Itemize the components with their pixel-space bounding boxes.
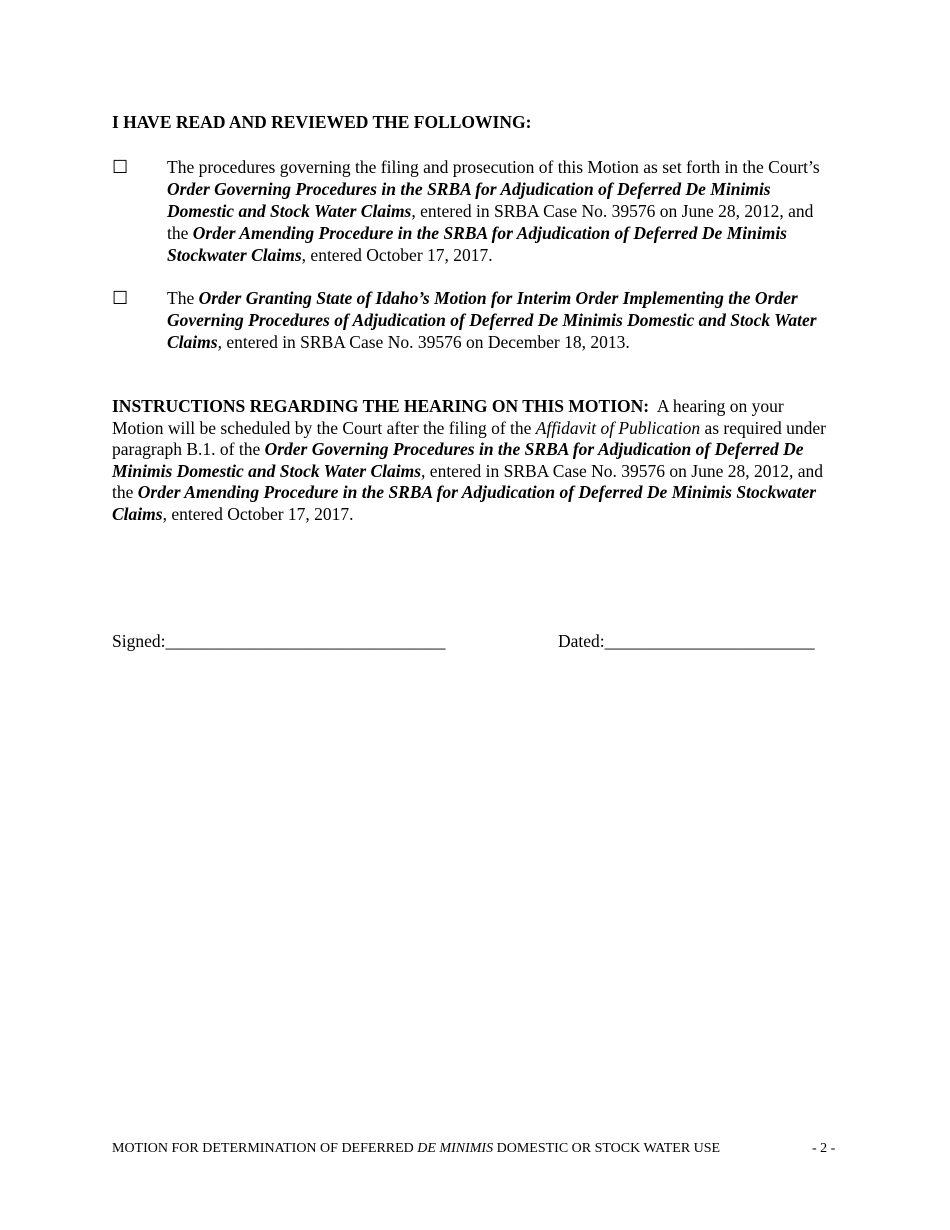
section-heading: I HAVE READ AND REVIEWED THE FOLLOWING: xyxy=(112,112,532,132)
review-item-procedures xyxy=(112,156,832,266)
order-title: Order Amending Procedure in the SRBA for Adjudication of Deferred De Minimis Stockwater Claims xyxy=(167,223,787,265)
page-number: - 2 - xyxy=(812,1141,836,1156)
order-title: Order Governing Procedures in the SRBA for Adjudication of Deferred De Minimis Domestic and Stock Water Claims xyxy=(112,439,804,481)
date-field[interactable] xyxy=(558,631,815,652)
signed-line[interactable]: ________________________________ xyxy=(165,631,446,651)
hearing-instructions: INSTRUCTIONS REGARDING THE HEARING ON THIS MOTION: A hearing on your Motion will be scheduled by the Court after the filing of the Affidavit of Publication as required under paragraph B.1. of the Order Governing Procedures in the SRBA for Adjudication of Deferred De Minimis Domestic and Stock Water Claims, entered in SRBA Case No. 39576 on June 28, 2012, and the Order Amending Procedure in the SRBA for Adjudication of Deferred De Minimis Stockwater Claims, entered October 17, 2017. xyxy=(112,396,826,524)
signature-field[interactable] xyxy=(112,631,445,652)
review-item-text: The procedures governing the filing and prosecution of this Motion as set forth in the Court’s Order Governing Procedures in the SRBA for Adjudication of Deferred De Minimis Domestic and Stock Water Claims, entered in SRBA Case No. 39576 on June 28, 2012, and the Order Amending Procedure in the SRBA for Adjudication of Deferred De Minimis Stockwater Claims, entered October 17, 2017. xyxy=(167,157,820,265)
review-item-text: The Order Granting State of Idaho’s Motion for Interim Order Implementing the Order Governing Procedures of Adjudication of Deferred De Minimis Domestic and Stock Water Claims, entered in SRBA Case No. 39576 on December 18, 2013. xyxy=(167,288,817,352)
order-title: Order Governing Procedures in the SRBA for Adjudication of Deferred De Minimis Domestic and Stock Water Claims xyxy=(167,179,771,221)
review-item-interim-order xyxy=(112,287,832,353)
checkbox-icon[interactable]: ☐ xyxy=(112,288,129,308)
dated-label: Dated: xyxy=(558,631,605,651)
affidavit-title: Affidavit of Publication xyxy=(535,417,701,438)
page-footer: MOTION FOR DETERMINATION OF DEFERRED DE MINIMIS DOMESTIC OR STOCK WATER USE xyxy=(112,1141,721,1156)
instructions-label: INSTRUCTIONS REGARDING THE HEARING ON THIS MOTION: xyxy=(112,396,650,416)
checkbox-icon[interactable]: ☐ xyxy=(112,157,129,177)
dated-line[interactable]: ________________________ xyxy=(604,631,815,651)
order-title: Order Granting State of Idaho’s Motion for Interim Order Implementing the Order Governing Procedures of Adjudication of Deferred De Minimis Domestic and Stock Water Claims xyxy=(167,288,817,352)
signed-label: Signed: xyxy=(112,631,166,651)
order-title: Order Amending Procedure in the SRBA for Adjudication of Deferred De Minimis Stockwater Claims xyxy=(112,482,817,524)
